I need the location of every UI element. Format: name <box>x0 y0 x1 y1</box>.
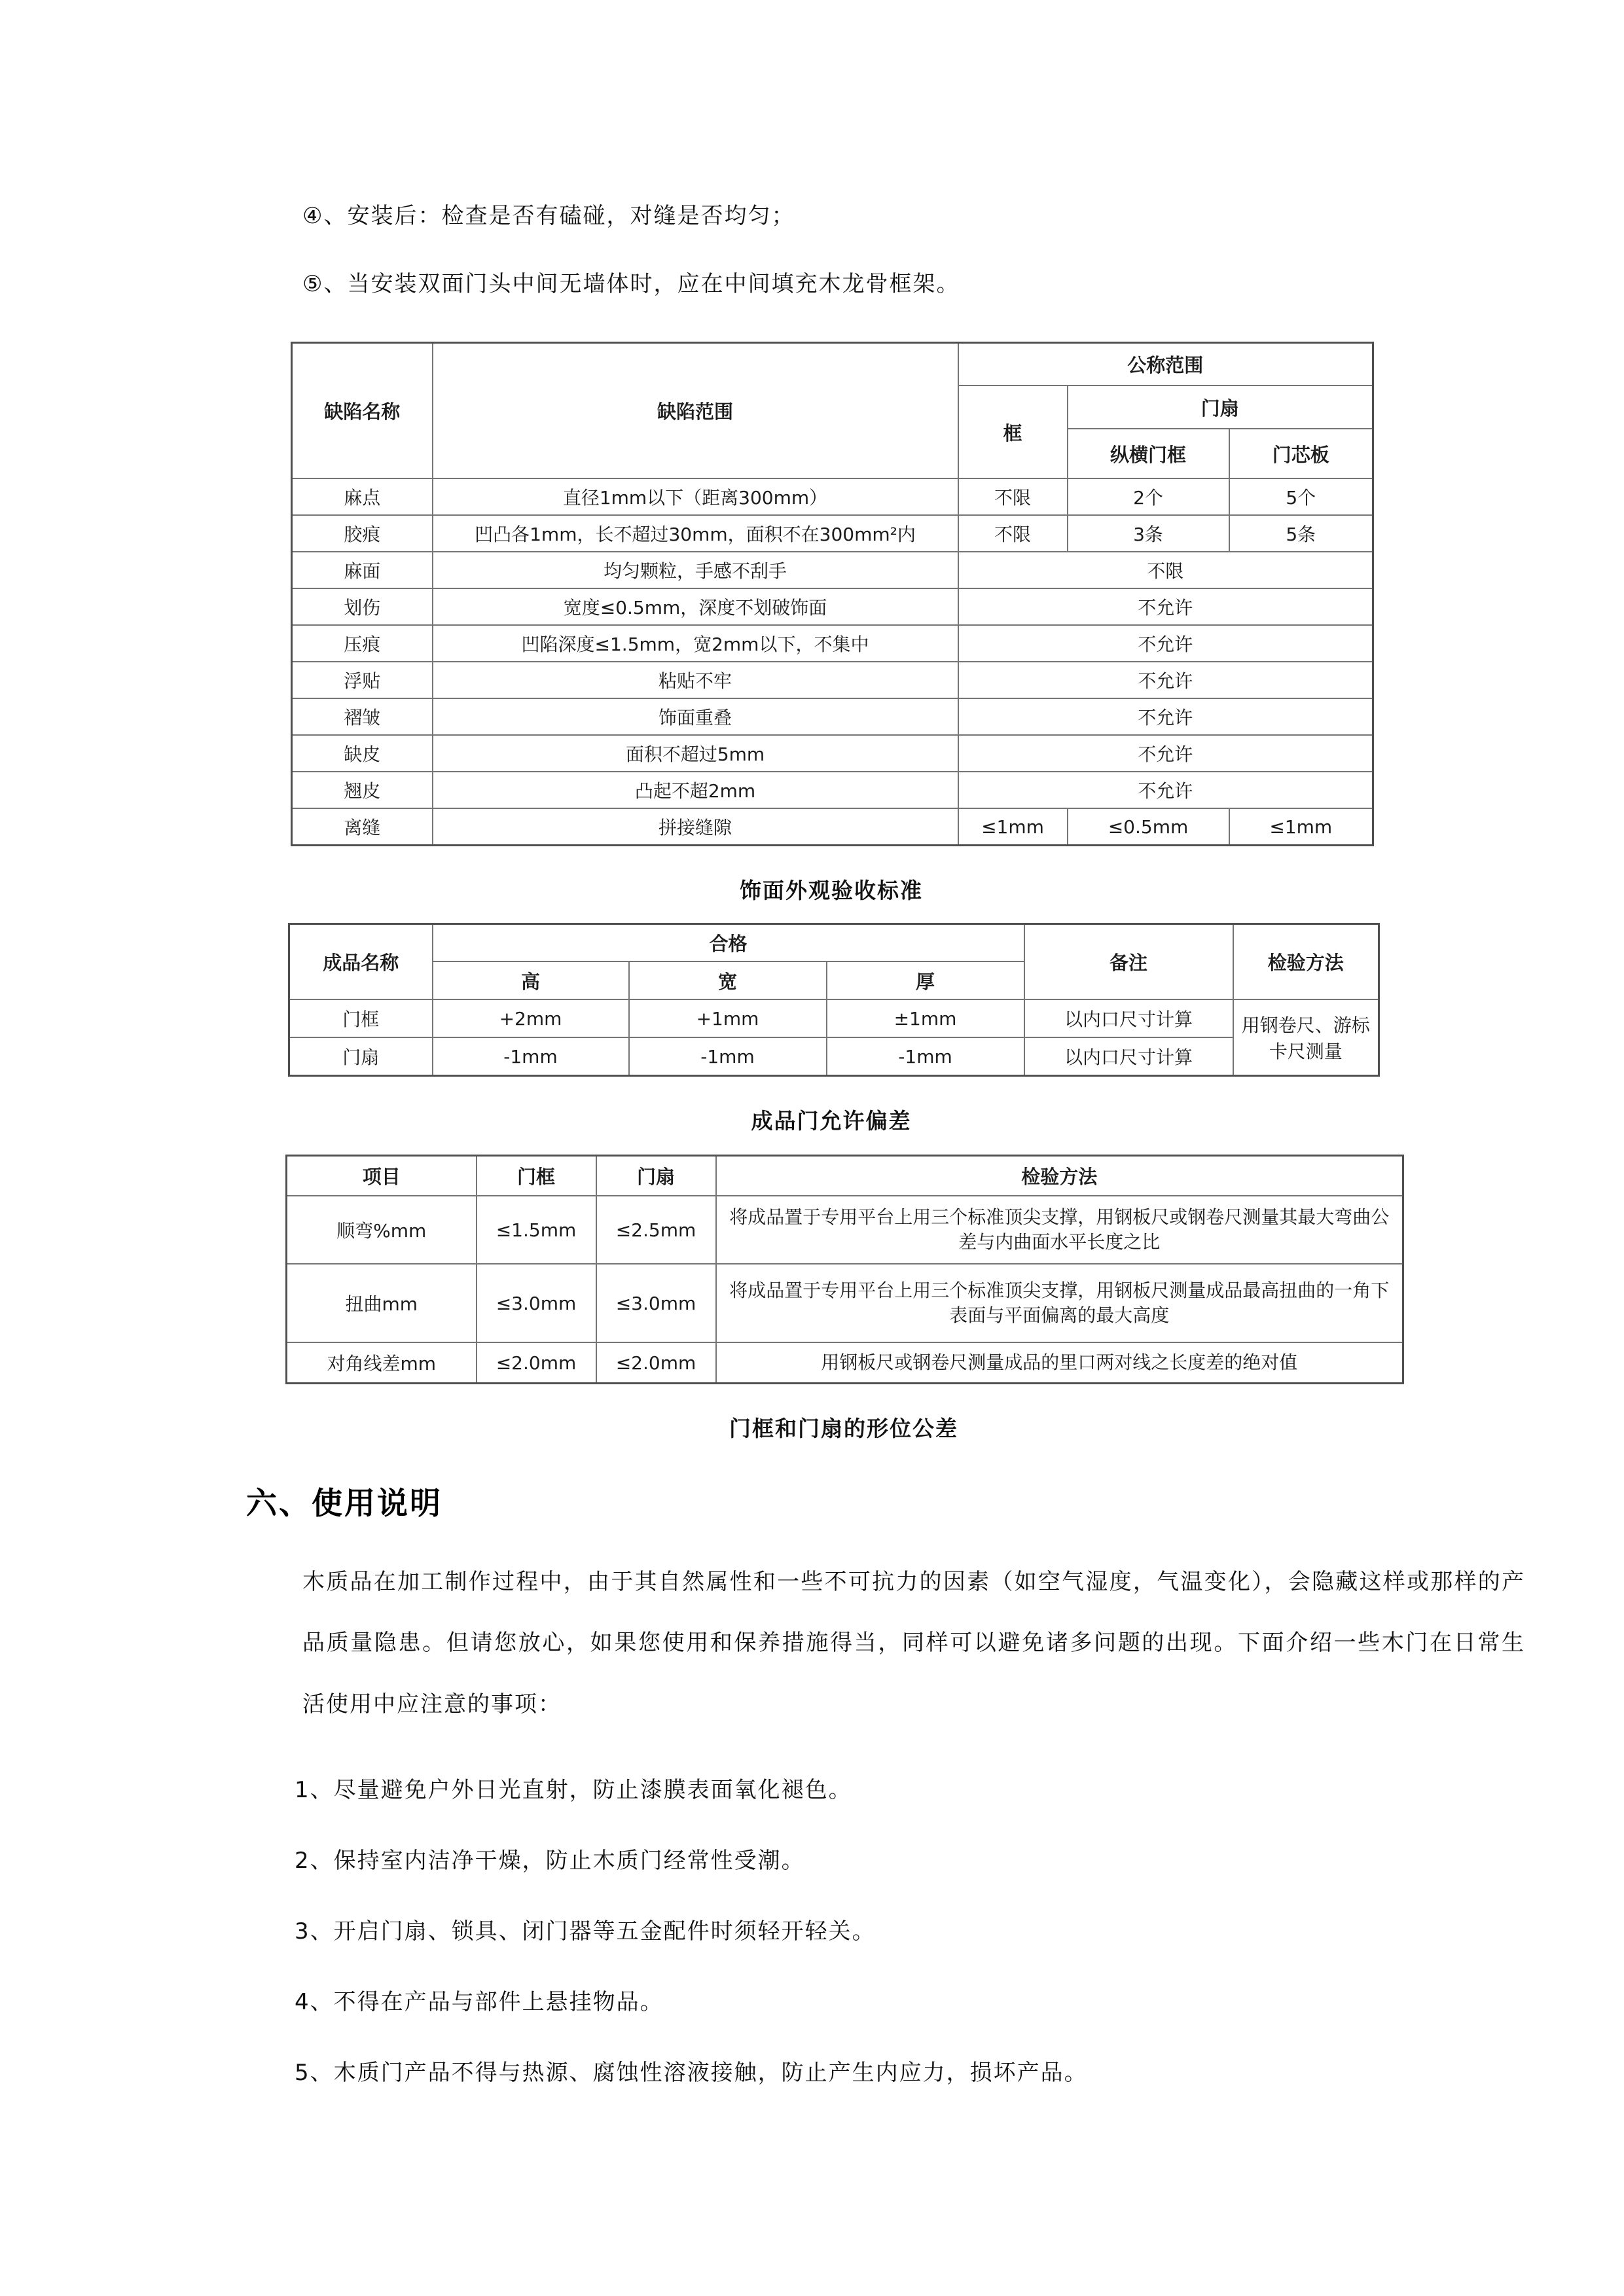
table-cell: 将成品置于专用平台上用三个标准顶尖支撑，用钢板尺测量成品最高扭曲的一角下表面与平面偏离的最大高度 <box>716 1264 1403 1342</box>
table-cell: 不允许 <box>958 735 1373 772</box>
table-cell: ≤3.0mm <box>477 1264 596 1342</box>
table-cell: 顺弯%mm <box>287 1196 477 1264</box>
usage-item-2: 2、保持室内洁净干燥，防止木质门经常性受潮。 <box>295 1848 805 1874</box>
table-row <box>292 515 1373 552</box>
defect-acceptance-table <box>291 342 1374 846</box>
col-header-core-board: 门芯板 <box>1229 429 1373 478</box>
table-cell: 饰面重叠 <box>433 698 958 735</box>
table-cell: 离缝 <box>292 808 433 845</box>
table-row <box>292 772 1373 808</box>
table-cell: 不允许 <box>958 772 1373 808</box>
table-cell: +2mm <box>433 999 629 1037</box>
table-cell: 5条 <box>1229 515 1373 552</box>
table-cell: 不限 <box>958 515 1068 552</box>
table-row <box>287 1196 1403 1264</box>
table-cell: 凸起不超2mm <box>433 772 958 808</box>
table-cell: 拼接缝隙 <box>433 808 958 845</box>
finished-door-deviation-table <box>288 923 1380 1077</box>
table-cell: -1mm <box>629 1037 827 1075</box>
shape-position-tolerance-table <box>285 1155 1404 1384</box>
col-header-thickness: 厚 <box>827 961 1024 999</box>
table-cell: 门框 <box>289 999 433 1037</box>
table-cell: ≤0.5mm <box>1068 808 1229 845</box>
usage-list <box>295 1776 1624 2088</box>
table-cell: 3条 <box>1068 515 1229 552</box>
table-cell: -1mm <box>433 1037 629 1075</box>
table-row <box>292 808 1373 845</box>
col-header-leaf: 门扇 <box>596 1155 716 1196</box>
table-cell: 浮贴 <box>292 662 433 698</box>
table-cell: 凹凸各1mm，长不超过30mm，面积不在300mm²内 <box>433 515 958 552</box>
table-cell: 粘贴不牢 <box>433 662 958 698</box>
table-row <box>292 662 1373 698</box>
table-row <box>287 1264 1403 1342</box>
usage-item-1: 1、尽量避免户外日光直射，防止漆膜表面氧化褪色。 <box>295 1777 852 1804</box>
table-cell: 胶痕 <box>292 515 433 552</box>
table-cell: 将成品置于专用平台上用三个标准顶尖支撑，用钢板尺或钢卷尺测量其最大弯曲公差与内曲面水平长度之比 <box>716 1196 1403 1264</box>
table-row <box>287 1342 1403 1383</box>
table-cell: ≤1.5mm <box>477 1196 596 1264</box>
usage-item-3: 3、开启门扇、锁具、闭门器等五金配件时须轻开轻关。 <box>295 1918 876 1945</box>
install-note-5: ⑤、当安装双面门头中间无墙体时，应在中间填充木龙骨框架。 <box>302 270 960 297</box>
section-heading-usage: 六、使用说明 <box>246 1485 442 1522</box>
table-cell: ±1mm <box>827 999 1024 1037</box>
table-cell: 以内口尺寸计算 <box>1024 999 1233 1037</box>
table-cell: 用钢板尺或钢卷尺测量成品的里口两对线之长度差的绝对值 <box>716 1342 1403 1383</box>
col-header-stile-rail: 纵横门框 <box>1068 429 1229 478</box>
col-header-door-leaf: 门扇 <box>1068 386 1373 429</box>
col-header-defect-name: 缺陷名称 <box>292 342 433 478</box>
table-cell: 用钢卷尺、游标卡尺测量 <box>1233 999 1379 1075</box>
table-cell: 直径1mm以下（距离300mm） <box>433 478 958 515</box>
table-row <box>292 588 1373 625</box>
col-header-method: 检验方法 <box>716 1155 1403 1196</box>
table-cell: ≤3.0mm <box>596 1264 716 1342</box>
col-header-item: 项目 <box>287 1155 477 1196</box>
table-cell: 凹陷深度≤1.5mm，宽2mm以下，不集中 <box>433 625 958 662</box>
table-cell: +1mm <box>629 999 827 1037</box>
table-cell: ≤2.0mm <box>477 1342 596 1383</box>
table-cell: 缺皮 <box>292 735 433 772</box>
table-cell: 不限 <box>958 552 1373 588</box>
table-cell: 均匀颗粒，手感不刮手 <box>433 552 958 588</box>
table-cell: 麻点 <box>292 478 433 515</box>
col-header-defect-range: 缺陷范围 <box>433 342 958 478</box>
table-cell: 对角线差mm <box>287 1342 477 1383</box>
usage-item-4: 4、不得在产品与部件上悬挂物品。 <box>295 1988 664 2015</box>
tolerance-table-caption: 门框和门扇的形位公差 <box>729 1415 958 1441</box>
install-note-4: ④、安装后：检查是否有磕碰，对缝是否均匀； <box>302 203 795 229</box>
table-row <box>292 552 1373 588</box>
table-cell: 翘皮 <box>292 772 433 808</box>
table-cell: 不允许 <box>958 625 1373 662</box>
col-header-frame: 门框 <box>477 1155 596 1196</box>
table-cell: 划伤 <box>292 588 433 625</box>
table-row <box>292 625 1373 662</box>
col-header-frame: 框 <box>958 386 1068 478</box>
table-cell: 褶皱 <box>292 698 433 735</box>
usage-intro-paragraph: 木质品在加工制作过程中，由于其自然属性和一些不可抗力的因素（如空气湿度，气温变化），会隐藏这样或那样的产品质量隐患。但请您放心，如果您使用和保养措施得当，同样可以避免诸多问题的出现。下面介绍一些木门在日常生活使用中应注意的事项： <box>302 1568 1525 1717</box>
table-row <box>292 735 1373 772</box>
table-cell: 不允许 <box>958 662 1373 698</box>
table-cell: 压痕 <box>292 625 433 662</box>
table-row <box>292 698 1373 735</box>
table-cell: ≤1mm <box>1229 808 1373 845</box>
deviation-table-caption: 成品门允许偏差 <box>751 1107 912 1134</box>
col-header-remark: 备注 <box>1024 924 1233 999</box>
table-cell: -1mm <box>827 1037 1024 1075</box>
col-header-method: 检验方法 <box>1233 924 1379 999</box>
table-cell: 不允许 <box>958 698 1373 735</box>
table-cell: ≤1mm <box>958 808 1068 845</box>
col-header-product-name: 成品名称 <box>289 924 433 999</box>
table-cell: 宽度≤0.5mm，深度不划破饰面 <box>433 588 958 625</box>
table-cell: 以内口尺寸计算 <box>1024 1037 1233 1075</box>
table-cell: 门扇 <box>289 1037 433 1075</box>
defect-table-caption: 饰面外观验收标准 <box>740 877 923 903</box>
table-cell: ≤2.5mm <box>596 1196 716 1264</box>
table-cell: 麻面 <box>292 552 433 588</box>
table-cell: 2个 <box>1068 478 1229 515</box>
table-cell: ≤2.0mm <box>596 1342 716 1383</box>
col-header-qualified: 合格 <box>433 924 1024 961</box>
col-header-nominal-range: 公称范围 <box>958 342 1373 386</box>
table-cell: 扭曲mm <box>287 1264 477 1342</box>
table-cell: 不允许 <box>958 588 1373 625</box>
table-row <box>292 478 1373 515</box>
col-header-width: 宽 <box>629 961 827 999</box>
table-cell: 不限 <box>958 478 1068 515</box>
usage-item-5: 5、木质门产品不得与热源、腐蚀性溶液接触，防止产生内应力，损坏产品。 <box>295 2059 1088 2086</box>
table-row <box>289 1037 1379 1075</box>
col-header-height: 高 <box>433 961 629 999</box>
table-cell: 面积不超过5mm <box>433 735 958 772</box>
table-row <box>289 999 1379 1037</box>
table-cell: 5个 <box>1229 478 1373 515</box>
